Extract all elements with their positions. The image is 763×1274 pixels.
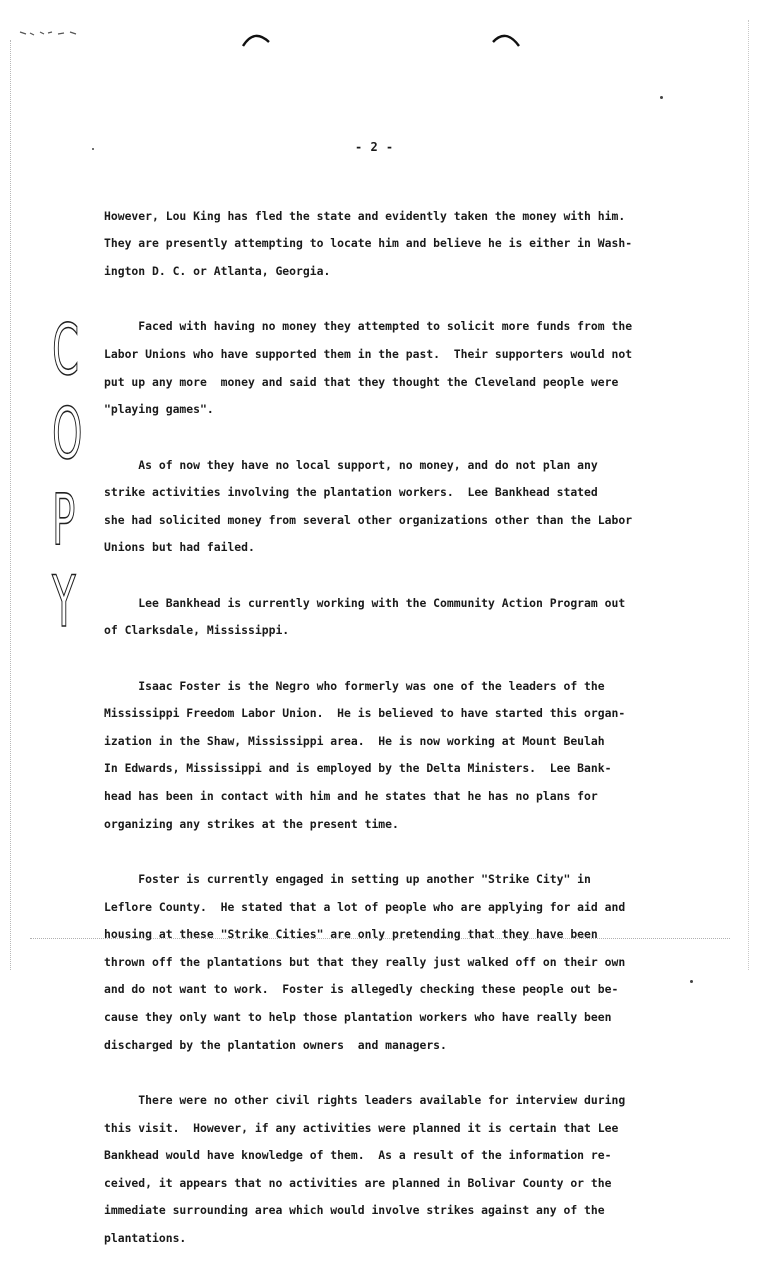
text-line: this visit. However, if any activities were planned it is certain that Lee [104,1120,619,1135]
text-line: housing at these "Strike Cities" are only pretending that they have been [104,927,598,942]
memo-body [104,196,650,1274]
text-line: Mississippi Freedom Labor Union. He is believed to have started this organ- [104,706,626,721]
text-line: Labor Unions who have supported them in the past. Their supporters would not [104,346,633,361]
text-line: Faced with having no money they attempted to solicit more funds from the [104,319,633,334]
text-line: ceived, it appears that no activities are planned in Bolivar County or the [104,1175,612,1190]
text-line: Unions but had failed. [104,540,255,555]
text-line: of Clarksdale, Mississippi. [104,623,290,638]
text-line: As of now they have no local support, no money, and do not plan any [104,457,598,472]
paragraph-conclusion [104,1080,650,1259]
paragraph-no-support [104,445,650,569]
scan-speck [660,96,663,99]
top-left-scan-mark [18,28,78,40]
right-edge-scan-mark [748,20,750,970]
stamp-letter-o: O [52,393,83,475]
text-line: "playing games". [104,402,214,417]
copy-stamp [44,309,83,644]
stamp-letter-y: Y [52,561,76,643]
text-line: put up any more money and said that they thought the Cleveland people were [104,374,619,389]
paragraph-lou-king [104,196,650,293]
text-line: ington D. C. or Atlanta, Georgia. [104,263,331,278]
paragraph-funds [104,307,650,431]
stamp-letter-p: P [52,479,76,561]
page-number: - 2 - [355,140,394,154]
text-line: and do not want to work. Foster is allegedly checking these people out be- [104,982,619,997]
stamp-letter-c: C [52,309,79,391]
scan-speck [690,980,693,983]
text-line: In Edwards, Mississippi and is employed by the Delta Ministers. Lee Bank- [104,761,612,776]
text-line: ization in the Shaw, Mississippi area. He is now working at Mount Beulah [104,733,605,748]
text-line: thrown off the plantations but that they really just walked off on their own [104,954,626,969]
text-line: strike activities involving the plantation workers. Lee Bankhead stated [104,485,598,500]
paragraph-isaac-foster [104,666,650,845]
text-line: head has been in contact with him and he states that he has no plans for [104,789,598,804]
binder-hole-mark-left [240,30,272,48]
paragraph-strike-city [104,859,650,1066]
text-line: Foster is currently engaged in setting up another "Strike City" in [104,872,591,887]
text-line: immediate surrounding area which would involve strikes against any of the [104,1203,605,1218]
scan-speck [92,148,94,150]
binder-hole-mark-right [490,30,522,48]
text-line: discharged by the plantation owners and managers. [104,1037,447,1052]
text-line: Leflore County. He stated that a lot of people who are applying for aid and [104,899,626,914]
text-line: However, Lou King has fled the state and evidently taken the money with him. [104,208,626,223]
text-line: she had solicited money from several other organizations other than the Labor [104,512,633,527]
text-line: Bankhead would have knowledge of them. As a result of the information re- [104,1148,612,1163]
text-line: organizing any strikes at the present time. [104,816,399,831]
text-line: Lee Bankhead is currently working with the Community Action Program out [104,595,626,610]
text-line: cause they only want to help those plantation workers who have really been [104,1010,612,1025]
paragraph-bankhead [104,583,650,652]
text-line: plantations. [104,1230,187,1245]
left-edge-scan-mark [10,40,12,970]
text-line: They are presently attempting to locate him and believe he is either in Wash- [104,236,633,251]
text-line: There were no other civil rights leaders available for interview during [104,1093,626,1108]
text-line: Isaac Foster is the Negro who formerly was one of the leaders of the [104,678,605,693]
